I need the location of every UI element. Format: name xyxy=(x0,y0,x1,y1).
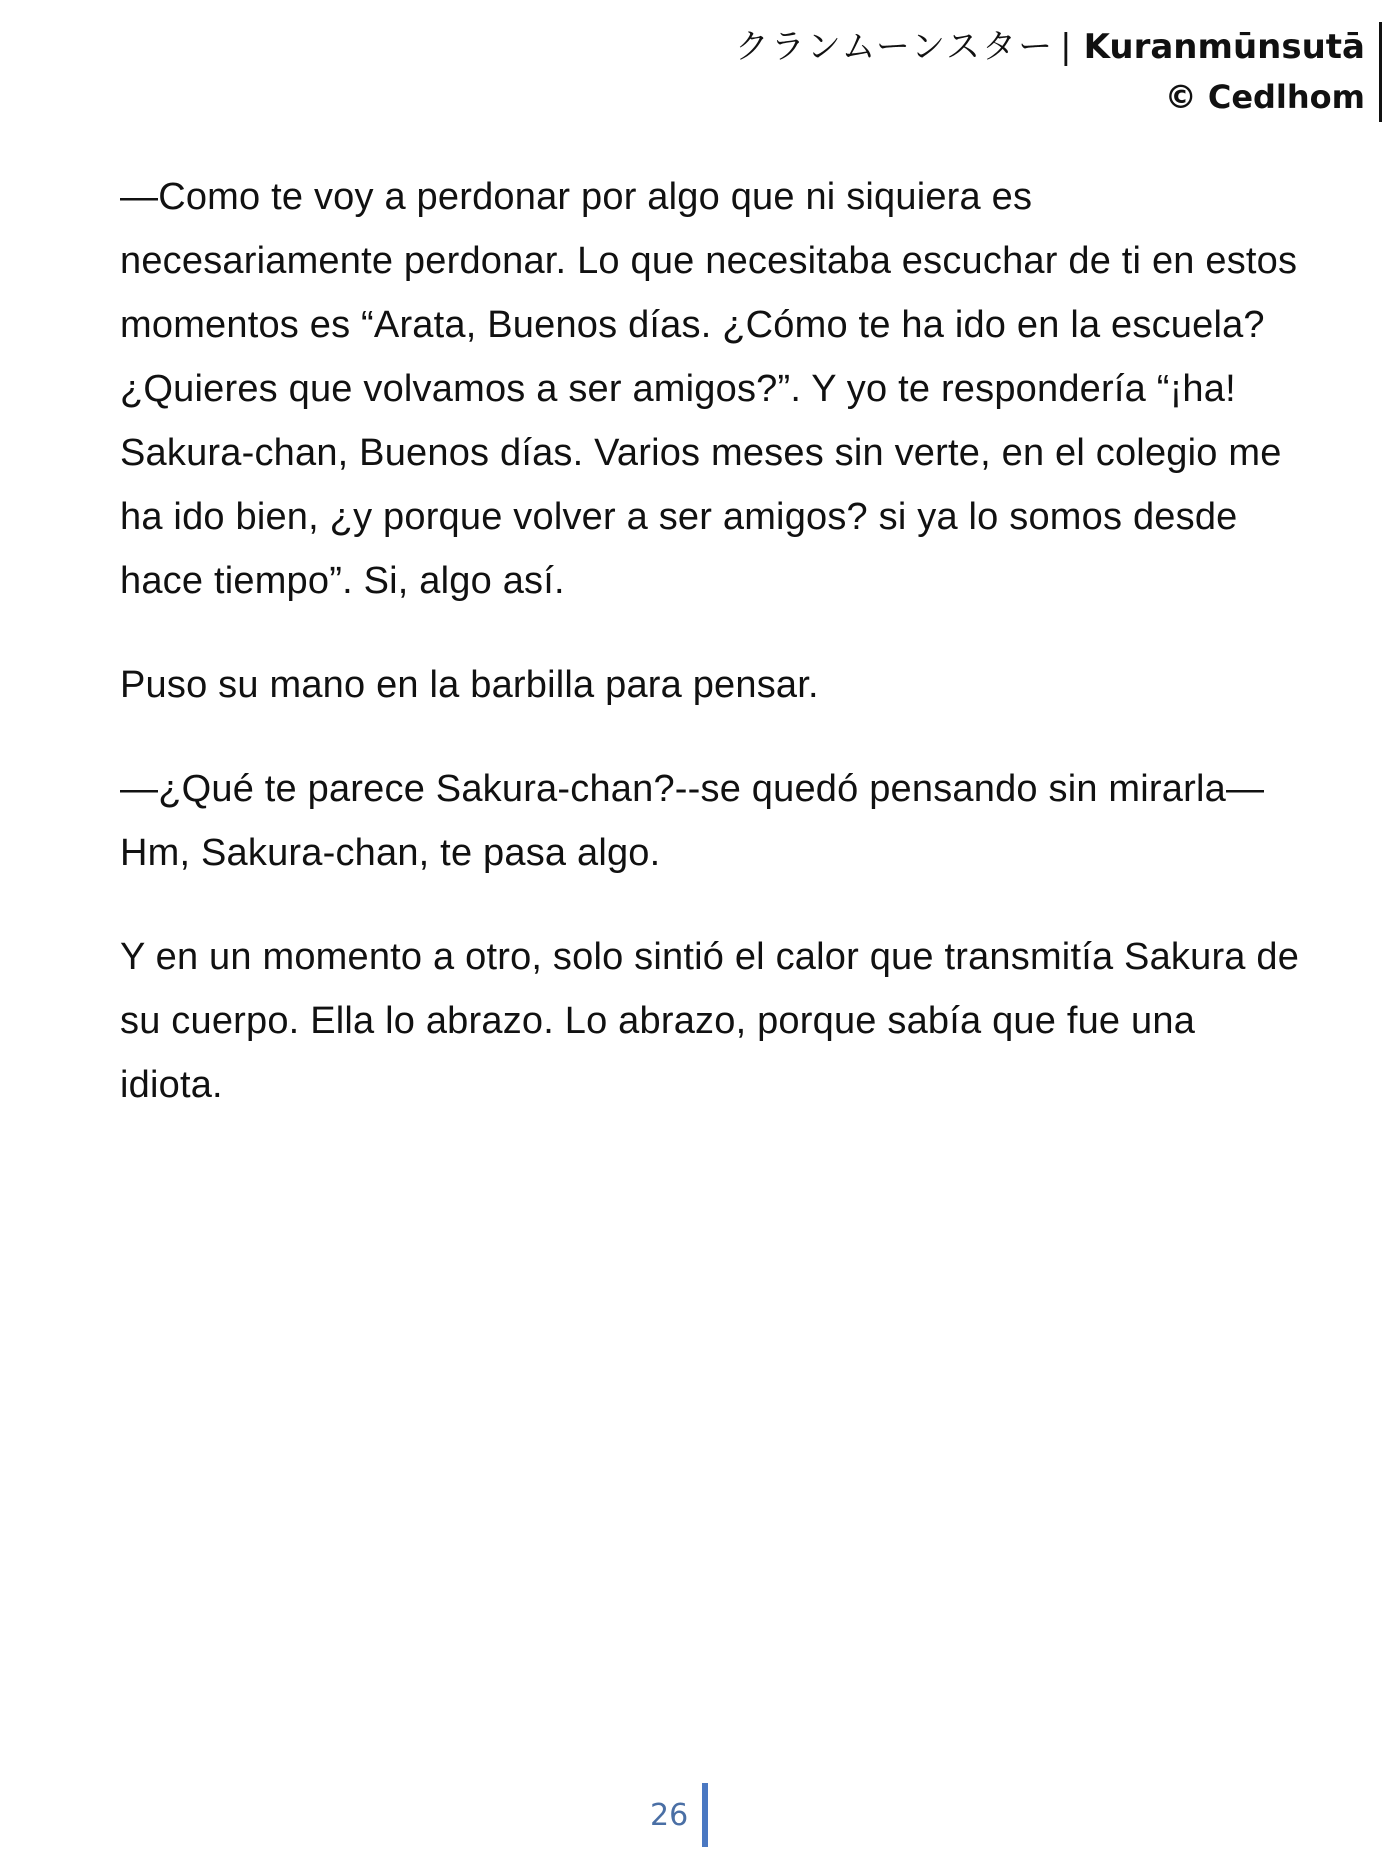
page-footer xyxy=(650,1783,708,1847)
paragraph: Y en un momento a otro, solo sintió el calor que transmitía Sakura de su cuerpo. Ella lo abrazo. Lo abrazo, porque sabía que fue una idiota. xyxy=(120,936,1300,1106)
header-text xyxy=(735,22,1379,122)
paragraph: —¿Qué te parece Sakura-chan?--se quedó pensando sin mirarla—Hm, Sakura-chan, te pasa algo. xyxy=(120,768,1265,874)
main-text xyxy=(120,165,1300,1157)
paragraph: Puso su mano en la barbilla para pensar. xyxy=(120,664,819,706)
romanized-title: Kuranmūnsutā xyxy=(1083,27,1365,67)
page-header xyxy=(735,22,1382,122)
header-vertical-rule xyxy=(1379,22,1382,122)
japanese-title: クランムーンスター xyxy=(734,27,1055,67)
copyright-notice: © Cedlhom xyxy=(1164,78,1365,116)
header-separator: | xyxy=(1060,27,1072,67)
header-title-line xyxy=(735,22,1365,72)
page-number: 26 xyxy=(650,1797,689,1833)
footer-vertical-rule xyxy=(702,1783,708,1847)
paragraph: —Como te voy a perdonar por algo que ni siquiera es necesariamente perdonar. Lo que necesitaba escuchar de ti en estos momentos es “Arata, Buenos días. ¿Cómo te ha ido en la escuela? ¿Quieres que volvamos a ser amigos?”. Y yo te respondería “¡ha! Sakura-chan, Buenos días. Varios meses sin verte, en el colegio me ha ido bien, ¿y porque volver a ser amigos? si ya lo somos desde hace tiempo”. Si, algo así. xyxy=(120,176,1298,602)
